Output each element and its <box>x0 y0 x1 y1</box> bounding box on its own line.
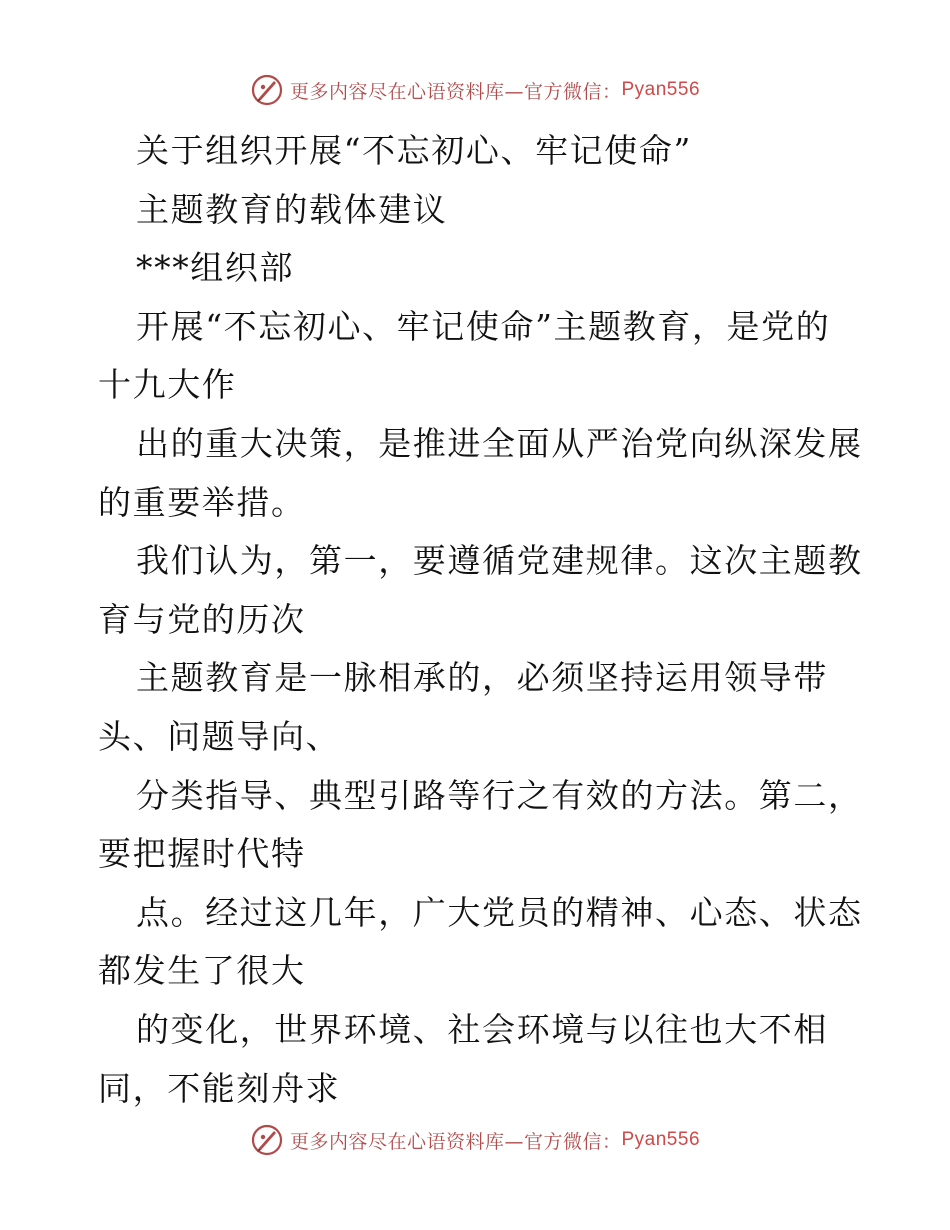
paragraph-line: 开展“不忘初心、牢记使命”主题教育，是党的 <box>136 306 831 346</box>
paragraph-line: 同，不能刻舟求 <box>98 1068 341 1108</box>
paragraph-line: 的变化，世界环境、社会环境与以往也大不相 <box>136 1009 828 1049</box>
banner-text: 更多内容尽在心语资料库—官方微信： <box>289 1130 622 1153</box>
wechat-id: Pyan556 <box>621 1129 701 1150</box>
paragraph-line: 我们认为，第一，要遵循党建规律。这次主题教 <box>136 541 863 581</box>
paragraph-line: 要把握时代特 <box>98 834 306 874</box>
paragraph-line: 分类指导、典型引路等行之有效的方法。第二， <box>136 775 863 815</box>
document-body <box>98 122 863 1118</box>
banner-text: 更多内容尽在心语资料库—官方微信： <box>289 80 622 103</box>
paragraph-line: 头、问题导向、 <box>98 716 341 756</box>
wechat-id: Pyan556 <box>621 79 701 100</box>
quill-pen-circle-icon <box>250 73 284 107</box>
footer-banner <box>0 1120 950 1160</box>
paragraph-line: 主题教育是一脉相承的，必须坚持运用领导带 <box>136 658 828 698</box>
paragraph-line: 的重要举措。 <box>98 482 306 522</box>
paragraph-line: 十九大作 <box>98 365 237 405</box>
paragraph-line: 育与党的历次 <box>98 599 306 639</box>
paragraph-line: 都发生了很大 <box>98 951 306 991</box>
quill-pen-circle-icon <box>250 1123 284 1157</box>
paragraph-line: 点。经过这几年，广大党员的精神、心态、状态 <box>136 892 863 932</box>
paragraph-line: 出的重大决策，是推进全面从严治党向纵深发展 <box>136 423 863 463</box>
document-title-line-1: 关于组织开展“不忘初心、牢记使命” <box>136 131 692 170</box>
document-title-line-2: 主题教育的载体建议 <box>136 189 448 229</box>
document-author: ***组织部 <box>136 248 295 288</box>
header-banner <box>0 70 950 110</box>
